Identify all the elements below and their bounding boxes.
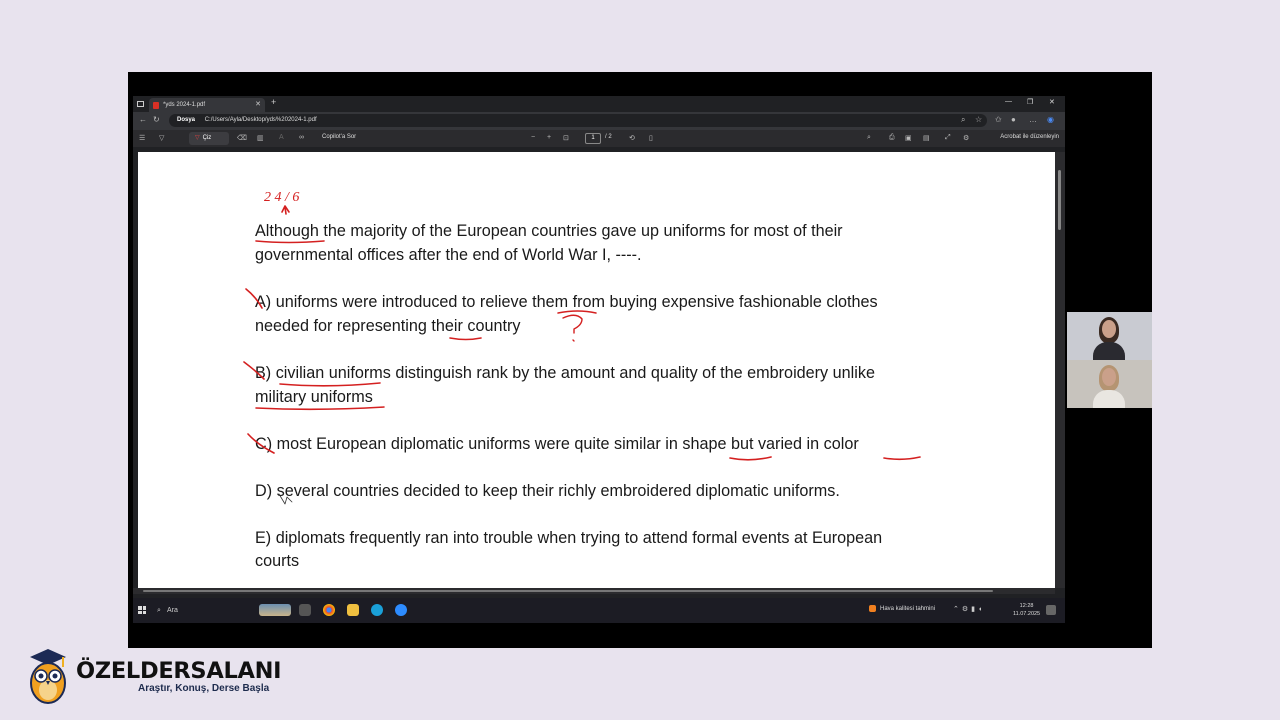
title-bar xyxy=(133,96,1065,112)
ink-underline-although xyxy=(256,241,324,243)
taskbar-search-label: Ara xyxy=(167,607,178,614)
new-tab-button[interactable]: + xyxy=(271,97,277,107)
ink-arrow xyxy=(282,206,289,214)
option-text: civilian uniforms distinguish rank by the amount and quality of the embroidery unlike xyxy=(275,364,875,382)
minimize-icon[interactable]: — xyxy=(1005,98,1012,105)
brand-name: ÖZELDERSALANI xyxy=(76,658,282,684)
pdf-toolbar xyxy=(133,130,1065,147)
settings-icon[interactable]: ⚙ xyxy=(963,135,970,142)
horizontal-scrollbar[interactable] xyxy=(133,588,1055,594)
task-view-icon[interactable] xyxy=(299,604,311,616)
address-bar xyxy=(133,112,1065,130)
clock-time: 12:28 xyxy=(1019,603,1034,609)
fullscreen-icon[interactable]: ⤢ xyxy=(945,134,951,141)
option-letter: C) xyxy=(255,435,273,453)
browser-window xyxy=(133,96,1065,623)
zoom-icon[interactable]: ⌕ xyxy=(961,115,966,124)
two-page-icon[interactable]: ▯ xyxy=(649,135,653,142)
taskbar-clock[interactable] xyxy=(1013,602,1040,618)
weather-icon xyxy=(869,605,876,612)
rotate-icon[interactable]: ⟲ xyxy=(629,135,635,142)
participant-video-2[interactable] xyxy=(1067,360,1152,408)
draw-button[interactable] xyxy=(189,132,229,145)
ink-strike-b xyxy=(244,362,264,379)
owl-mascot-icon xyxy=(26,647,70,707)
ink-underline-civilian xyxy=(280,383,380,386)
brand-tagline: Araştır, Konuş, Derse Başla xyxy=(138,683,270,694)
page-view-icon[interactable]: ▥ xyxy=(257,135,264,142)
option-text: several countries decided to keep their richly embroidered diplomatic uniforms. xyxy=(276,482,840,500)
close-window-icon[interactable]: ✕ xyxy=(1049,99,1055,106)
highlight-icon[interactable]: ▽ xyxy=(159,135,165,142)
acrobat-edit-button[interactable]: Acrobat ile düzenleyin xyxy=(1000,134,1059,140)
taskbar xyxy=(133,598,1065,623)
option-letter: E) xyxy=(255,529,272,547)
more-menu-icon[interactable]: … xyxy=(1029,115,1037,124)
profile-avatar-icon[interactable]: ● xyxy=(1011,115,1016,124)
zoom-in-icon[interactable]: + xyxy=(547,134,552,141)
ink-underline-color xyxy=(884,457,920,459)
search-highlight-icon[interactable] xyxy=(259,604,291,616)
copilot-ask-button[interactable]: Copilot'a Sor xyxy=(322,134,357,140)
url-text: C:/Users/Ayla/Desktop/yds%202024-1.pdf xyxy=(204,117,317,123)
participant-face xyxy=(1102,320,1116,338)
tab-pdf[interactable] xyxy=(149,98,265,112)
notifications-icon[interactable] xyxy=(1046,605,1056,615)
back-icon[interactable]: ← xyxy=(139,115,147,124)
question-stem-line-2: governmental offices after the end of World War I, ----. xyxy=(255,246,642,264)
close-tab-icon[interactable]: ✕ xyxy=(255,101,261,108)
search-icon: ⌕ xyxy=(157,607,161,614)
translate-icon[interactable]: ∞ xyxy=(299,134,304,141)
ink-question-mark xyxy=(563,315,582,341)
window-menu-icon[interactable] xyxy=(137,101,144,107)
mouse-cursor-icon xyxy=(279,494,292,504)
pdf-page[interactable] xyxy=(138,152,1055,588)
ink-underline-their xyxy=(450,338,481,340)
read-aloud-icon[interactable]: A xyxy=(279,134,284,141)
refresh-icon[interactable]: ↻ xyxy=(153,115,160,124)
option-text: uniforms were introduced to relieve them from buying expensive fashionable clothes xyxy=(275,293,878,311)
ink-strike-c xyxy=(248,434,274,453)
search-icon[interactable]: ⌕ xyxy=(867,134,871,141)
brand-logo xyxy=(26,647,296,709)
windows-start-icon[interactable] xyxy=(138,606,146,614)
edge-icon[interactable] xyxy=(371,604,383,616)
zoom-out-icon[interactable]: − xyxy=(531,134,536,141)
chrome-icon[interactable] xyxy=(323,604,335,616)
zoom-app-icon[interactable] xyxy=(395,604,407,616)
eraser-icon[interactable]: ⌫ xyxy=(237,135,247,142)
site-info-label[interactable]: Dosya xyxy=(177,117,196,123)
page-number-input[interactable]: 1 xyxy=(585,133,601,144)
scroll-thumb[interactable] xyxy=(143,590,993,592)
option-text: diplomats frequently ran into trouble when trying to attend formal events at European xyxy=(275,529,883,547)
weather-label: Hava kalitesi tahmini xyxy=(880,606,936,613)
pdf-file-icon xyxy=(153,102,159,109)
participant-face xyxy=(1102,368,1116,386)
participant-video-1[interactable] xyxy=(1067,312,1152,360)
copilot-icon[interactable]: ◉ xyxy=(1047,115,1054,124)
screen-share-area xyxy=(128,72,1152,648)
clock-date: 11.07.2025 xyxy=(1013,611,1041,617)
option-a-line-2: needed for representing their country xyxy=(255,317,521,335)
favorites-icon[interactable]: ✩ xyxy=(995,115,1002,124)
contents-icon[interactable]: ☰ xyxy=(139,135,146,142)
ink-annotations xyxy=(138,152,1055,588)
favorite-star-icon[interactable]: ☆ xyxy=(975,115,983,124)
url-field[interactable] xyxy=(169,114,987,127)
tab-title: *yds 2024-1.pdf xyxy=(163,102,206,108)
restore-icon[interactable]: ❐ xyxy=(1027,99,1034,106)
question-stem-line-1: Although the majority of the European countries gave up uniforms for most of their xyxy=(255,222,843,240)
weather-widget[interactable] xyxy=(869,605,935,612)
save-as-icon[interactable]: ▤ xyxy=(923,135,930,142)
vertical-scrollbar[interactable] xyxy=(1055,152,1065,588)
participant-body xyxy=(1093,390,1125,408)
ink-strike-a xyxy=(246,289,262,308)
option-b-line-2: military uniforms xyxy=(255,388,373,406)
option-letter: D) xyxy=(255,482,273,500)
ink-underline-shape xyxy=(730,457,771,460)
scroll-thumb[interactable] xyxy=(1058,170,1061,230)
option-text: most European diplomatic uniforms were quite similar in shape but varied in color xyxy=(276,435,859,453)
taskbar-search[interactable] xyxy=(155,603,245,618)
fit-page-icon[interactable]: ⊡ xyxy=(563,135,569,142)
handwritten-note: 2 4 / 6 xyxy=(264,190,300,205)
ink-underline-them xyxy=(558,311,596,313)
page-total: / 2 xyxy=(605,134,612,140)
option-letter: A) xyxy=(255,293,272,311)
ink-underline-military xyxy=(256,407,384,409)
system-tray[interactable]: ⌃⚙▮◖ xyxy=(953,606,986,613)
print-icon[interactable]: ⎙ xyxy=(889,134,895,141)
file-explorer-icon[interactable] xyxy=(347,604,359,616)
pen-icon: ▽ xyxy=(195,135,200,141)
save-icon[interactable]: ▣ xyxy=(905,135,912,142)
option-letter: B) xyxy=(255,364,272,382)
participant-body xyxy=(1093,342,1125,360)
option-e-line-2: courts xyxy=(255,552,300,570)
draw-label: Çiz xyxy=(202,135,212,141)
